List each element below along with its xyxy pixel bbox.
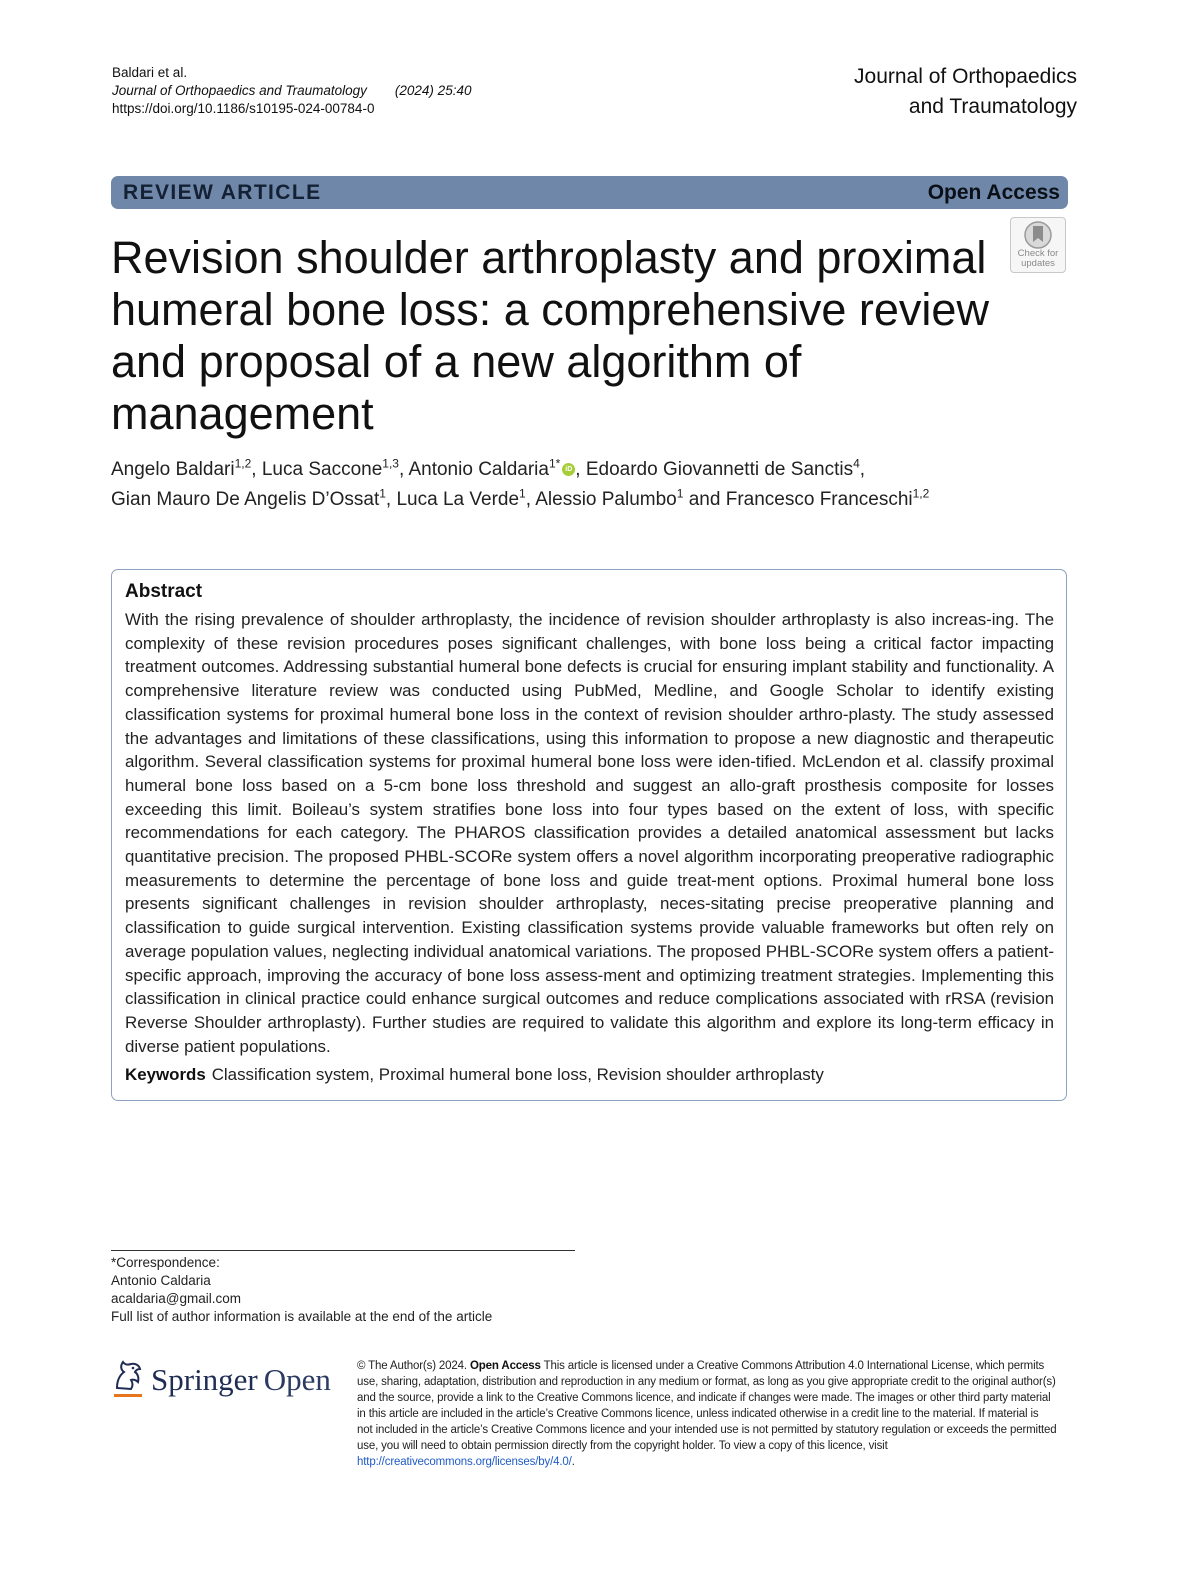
author-separator: , xyxy=(251,459,262,480)
author-separator: , xyxy=(398,459,409,480)
licence-text: © The Author(s) 2024. Open Access This article is licensed under a Creative Commons Attribution 4.0 International License, which permits use, sharing, adaptation, distribution and reproduction in any medium or format, as long as you give appropriate credit to the original author(s) and the source, provide a link to the Creative Commons licence, and indicate if changes were made. The images or other third party material in this article are included in the article’s Creative Commons licence, unless indicated otherwise in a credit line to the material. If material is not included in the article’s Creative Commons licence and your intended use is not permitted by statutory regulation or exceeds the permitted use, you will need to obtain permission directly from the copyright holder. To view a copy of this licence, visit http://creativecommons.org/licenses/by/4.0/. xyxy=(357,1360,1057,1468)
check-for-updates-badge[interactable]: Check for updates xyxy=(1010,217,1066,273)
author-separator: , xyxy=(575,459,586,480)
correspondence-footnote: *Correspondence: Antonio Caldaria acaldaria@gmail.com Full list of author information is available at the end of the article xyxy=(111,1255,493,1324)
author-affiliation: 1 xyxy=(676,486,684,501)
author-affiliation: 1,2 xyxy=(234,456,252,471)
keywords-label: Keywords xyxy=(125,1065,206,1085)
author-and: and xyxy=(683,489,726,510)
open-access-label: Open Access xyxy=(927,180,1060,204)
author-name: Edoardo Giovannetti de Sanctis xyxy=(585,459,854,480)
author-name: Luca Saccone xyxy=(261,459,383,480)
springer-open-logo: Springer Open xyxy=(111,1356,331,1406)
abstract-text: With the rising prevalence of shoulder arthroplasty, the incidence of revision shoulder arthroplasty is also increas-ing. The complexity of these revision procedures poses significant challenges, with bone loss being a critical factor impacting treatment outcomes. Addressing substantial humeral bone defects is crucial for ensuring implant stability and functionality. A comprehensive literature review was conducted using PubMed, Medline, and Google Scholar to identify existing classification systems for proximal humeral bone loss in the context of revision shoulder arthro-plasty. The study assessed the advantages and limitations of these classifications, using this information to propose a new diagnostic and therapeutic algorithm. Several classification systems for proximal humeral bone loss were iden-tified. McLendon et al. classify proximal humeral bone loss based on a 5-cm bone loss threshold and suggest an allo-graft prosthesis composite for losses exceeding this limit. Boileau’s system stratifies bone loss into four types based on the extent of loss, with specific recommendations for each category. The PHAROS classification provides a detailed anatomical assessment but lacks quantitative precision. The proposed PHBL-SCORe system offers a novel algorithm incorporating preoperative radiographic measurements to determine the percentage of bone loss and guide treat-ment options. Proximal humeral bone loss presents significant challenges in revision shoulder arthroplasty, neces-sitating precise preoperative planning and classification to guide surgical intervention. Existing classification systems provide valuable frameworks but often rely on average population values, neglecting individual anatomical variations. The proposed PHBL-SCORe system offers a patient-specific approach, improving the accuracy of bone loss assess-ment and optimizing treatment strategies. Implementing this classification in clinical practice could enhance surgical outcomes and reduce complications associated with rRSA (revision Reverse Shoulder arthroplasty). Further studies are required to validate this algorithm and explore its long-term efficacy in diverse patient populations. xyxy=(125,610,1054,1056)
author-affiliation: 1,3 xyxy=(382,456,399,471)
article-type-banner xyxy=(111,176,1068,209)
article-title: Revision shoulder arthroplasty and proximal humeral bone loss: a comprehensive review and proposal of a new algorithm of management xyxy=(111,232,989,439)
springer-horse-icon xyxy=(111,1358,145,1394)
author-name: Angelo Baldari xyxy=(111,459,235,480)
header-doi[interactable]: https://doi.org/10.1186/s10195-024-00784-0 xyxy=(112,101,375,116)
abstract-box xyxy=(111,569,1067,1101)
author-name: Antonio Caldaria xyxy=(408,459,549,480)
orcid-icon[interactable]: iD xyxy=(562,463,575,476)
footnote-divider xyxy=(111,1250,575,1251)
logo-accent-bar xyxy=(114,1394,142,1397)
abstract-heading: Abstract xyxy=(125,581,203,602)
article-type: REVIEW ARTICLE xyxy=(123,180,322,204)
author-separator: , xyxy=(385,489,397,510)
author-affiliation: 1,2 xyxy=(912,486,930,501)
author-affiliation: 1* xyxy=(548,456,561,471)
header-authors: Baldari et al. xyxy=(112,65,188,80)
author-separator: , xyxy=(859,459,866,480)
keywords xyxy=(125,1063,1054,1087)
author-affiliation: 4 xyxy=(853,456,860,471)
author-name: Francesco Franceschi xyxy=(725,489,913,510)
author-affiliation: 1 xyxy=(519,486,526,501)
author-name: Gian Mauro De Angelis D’Ossat xyxy=(111,489,380,510)
keywords-list: Classification system, Proximal humeral bone loss, Revision shoulder arthroplasty xyxy=(211,1065,824,1085)
licence-link[interactable]: http://creativecommons.org/licenses/by/4.0/ xyxy=(357,1456,572,1468)
header-journal: Journal of Orthopaedics and Traumatology (2024) 25:40 xyxy=(112,83,472,98)
correspondence-email[interactable]: acaldaria@gmail.com xyxy=(111,1291,242,1306)
check-for-updates-icon xyxy=(1024,221,1052,249)
journal-name: Journal of Orthopaedics and Traumatology xyxy=(854,65,1077,118)
running-header xyxy=(112,64,471,118)
author-name: Luca La Verde xyxy=(396,489,520,510)
author-name: Alessio Palumbo xyxy=(535,489,677,510)
author-affiliation: 1 xyxy=(379,486,386,501)
author-separator: , xyxy=(525,489,536,510)
author-list xyxy=(111,455,1061,515)
